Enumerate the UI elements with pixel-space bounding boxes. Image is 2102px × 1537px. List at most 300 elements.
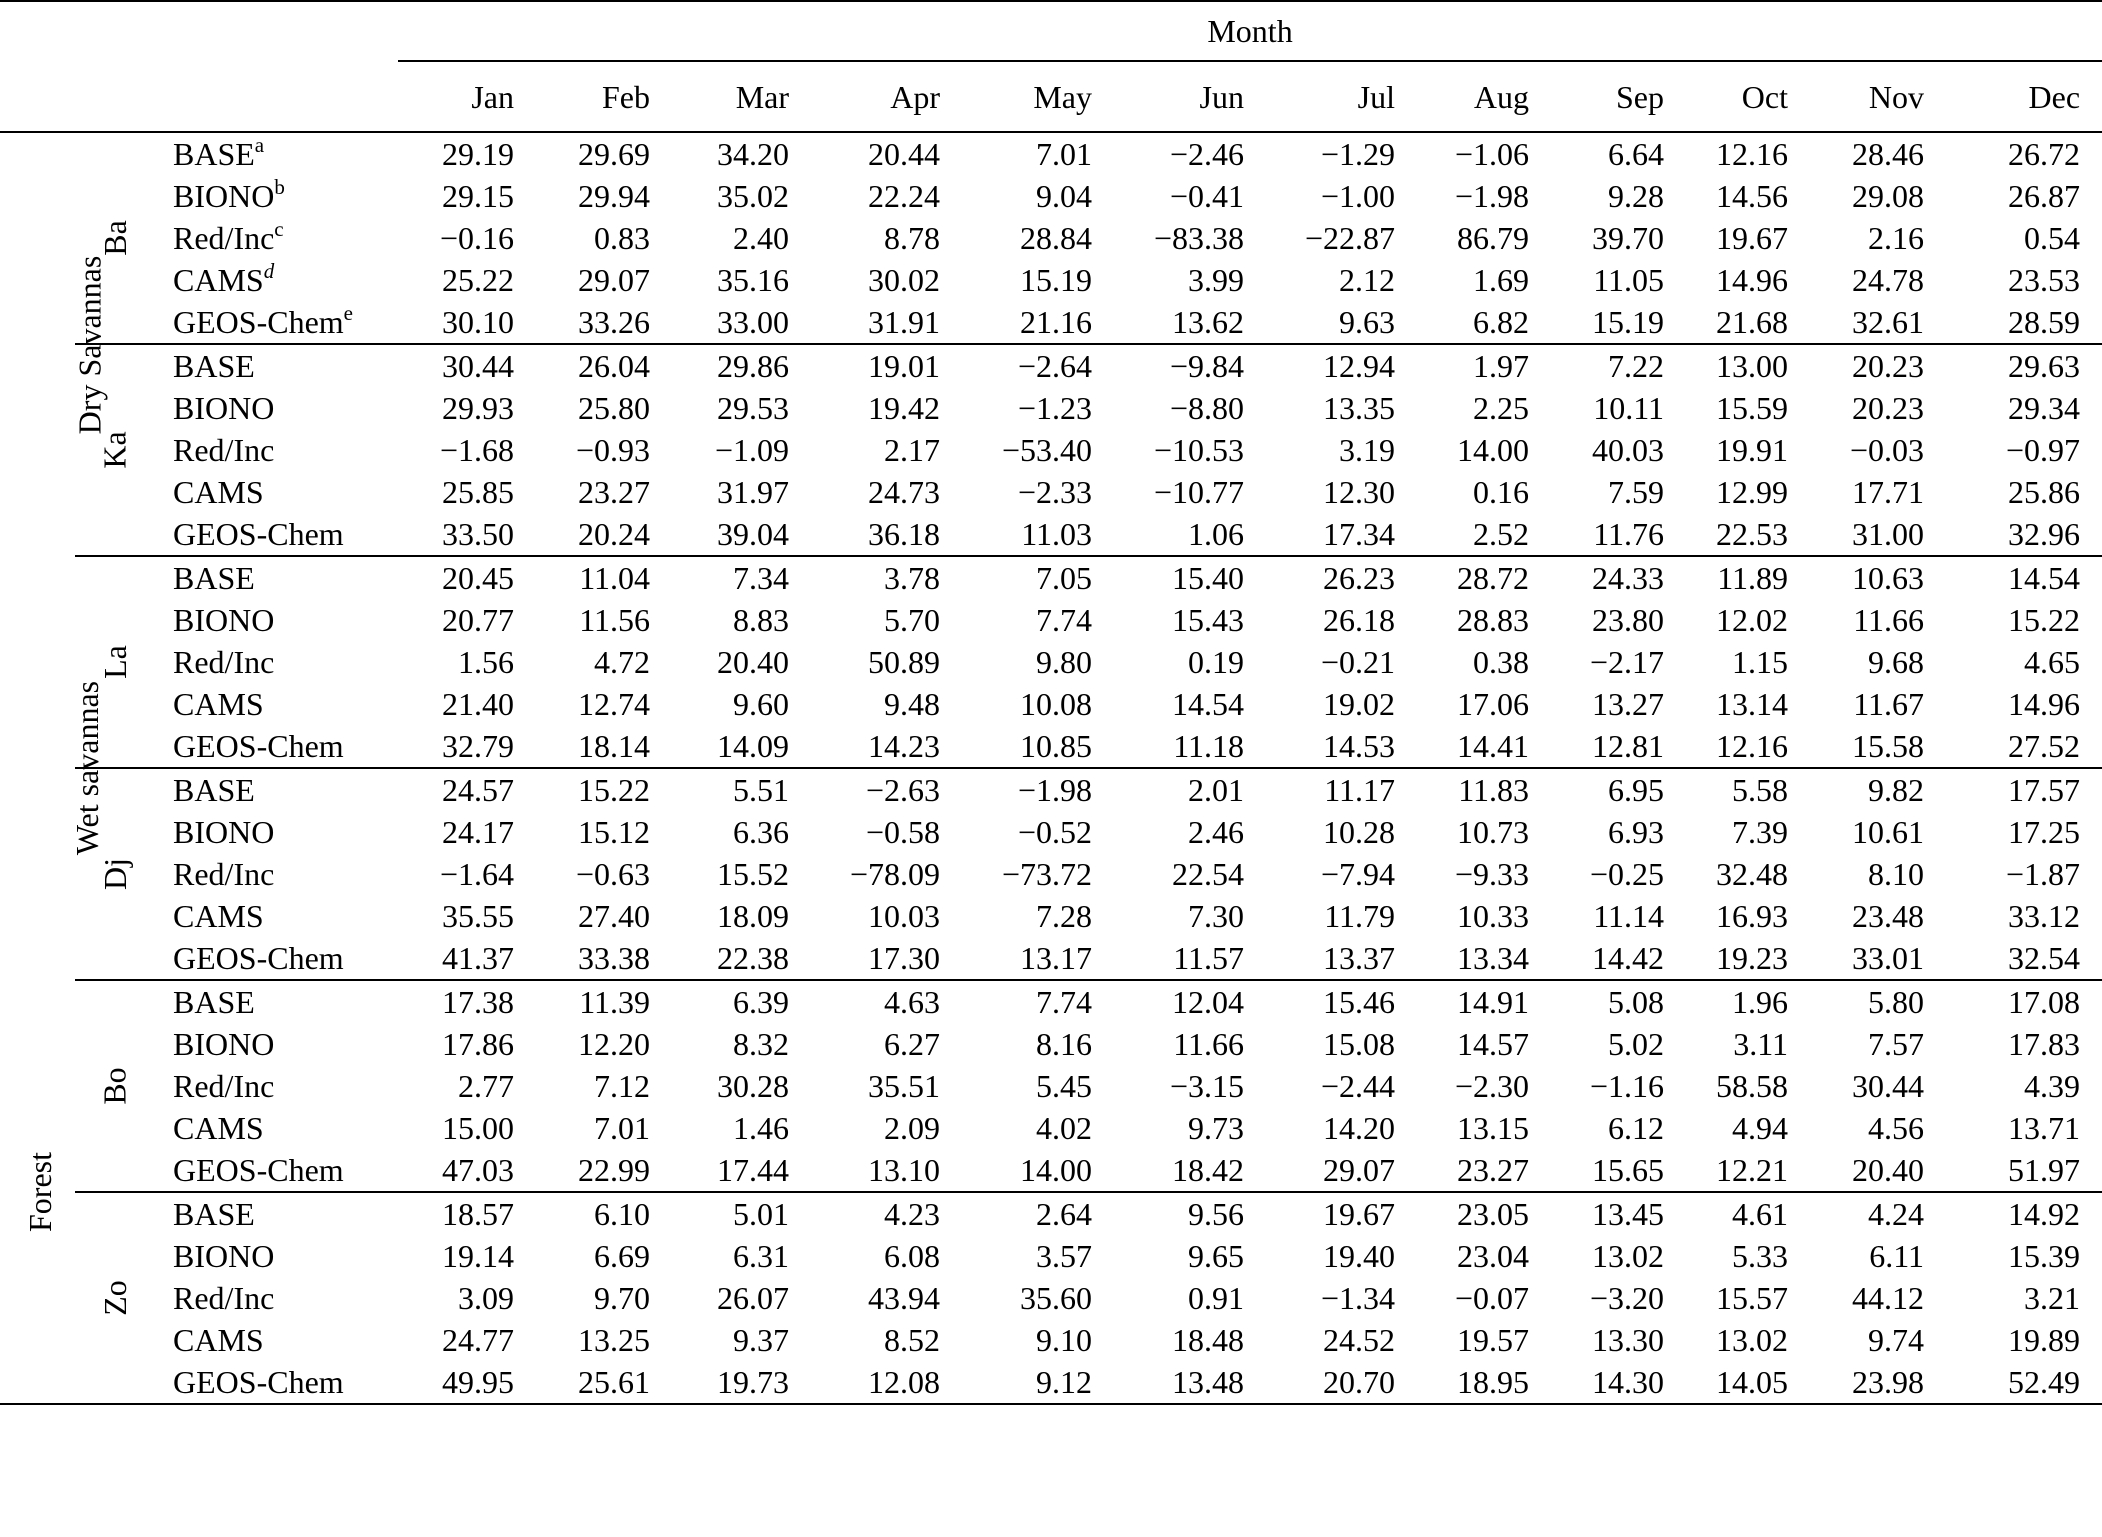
value-cell: 14.96 — [2008, 686, 2081, 722]
value-cell: 4.02 — [1036, 1110, 1092, 1146]
group-label-cell — [0, 556, 106, 980]
value-cell: −83.38 — [1153, 220, 1244, 256]
value-cell: 7.01 — [594, 1110, 650, 1146]
value-cell: 23.98 — [1810, 1361, 1946, 1404]
value-cell: 13.15 — [1457, 1110, 1529, 1146]
table-row — [0, 259, 2102, 301]
value-cell: 7.01 — [1036, 136, 1092, 172]
value-cell: 3.21 — [2024, 1280, 2081, 1316]
value-cell: 30.02 — [868, 262, 940, 298]
value-cell: 11.89 — [1717, 560, 1788, 596]
value-cell: 4.94 — [1732, 1110, 1788, 1146]
value-cell: 7.28 — [1036, 898, 1092, 934]
value-cell: 86.79 — [1457, 220, 1529, 256]
value-cell: 13.00 — [1716, 348, 1788, 384]
table-row — [0, 683, 2102, 725]
value-cell: 12.08 — [811, 1361, 962, 1404]
table-row — [0, 937, 2102, 980]
value-cell: 6.36 — [733, 814, 789, 850]
value-cell: 17.83 — [2008, 1026, 2081, 1062]
value-cell: 26.18 — [1323, 602, 1395, 638]
value-cell: 12.94 — [1323, 348, 1395, 384]
row-label — [154, 1361, 398, 1404]
value-cell: −0.97 — [2005, 432, 2081, 468]
value-cell: 10.03 — [868, 898, 940, 934]
row-label-text: BIONO — [173, 814, 275, 850]
value-cell: 19.57 — [1457, 1322, 1529, 1358]
value-cell: 15.00 — [442, 1110, 514, 1146]
value-cell: 14.57 — [1457, 1026, 1529, 1062]
value-cell: 5.33 — [1732, 1238, 1788, 1274]
site-label: La — [96, 645, 133, 679]
value-cell: 2.12 — [1339, 262, 1395, 298]
value-cell: 29.07 — [578, 262, 650, 298]
value-cell: 13.37 — [1266, 937, 1417, 980]
value-cell: 5.08 — [1608, 984, 1664, 1020]
value-cell: 26.23 — [1323, 560, 1395, 596]
value-cell: −0.07 — [1454, 1280, 1529, 1316]
value-cell: 29.08 — [1852, 178, 1924, 214]
row-label-text: CAMS — [173, 1322, 264, 1358]
value-cell: 25.22 — [442, 262, 514, 298]
value-cell: 29.53 — [717, 390, 789, 426]
value-cell: 11.03 — [962, 513, 1114, 556]
value-cell: 15.43 — [1172, 602, 1244, 638]
value-cell: −3.20 — [1589, 1280, 1664, 1316]
value-cell: 29.15 — [442, 178, 514, 214]
value-cell: −1.29 — [1320, 136, 1395, 172]
value-cell: 10.33 — [1457, 898, 1529, 934]
group-label: Wet savannas — [69, 680, 106, 856]
value-cell: 10.28 — [1323, 814, 1395, 850]
site-label-cell — [75, 1192, 154, 1404]
site-label: Ka — [96, 431, 133, 469]
value-cell: 1.96 — [1732, 984, 1788, 1020]
row-label — [154, 175, 398, 217]
value-cell: 26.87 — [2008, 178, 2081, 214]
value-cell: −78.09 — [849, 856, 940, 892]
month-header-oct: Oct — [1686, 61, 1810, 132]
value-cell: 23.27 — [1417, 1149, 1551, 1192]
month-header-jul: Jul — [1266, 61, 1417, 132]
value-cell: −2.17 — [1589, 644, 1664, 680]
table-row — [0, 895, 2102, 937]
value-cell: 7.59 — [1608, 474, 1664, 510]
value-cell: −73.72 — [1001, 856, 1092, 892]
site-label: Bo — [96, 1067, 133, 1105]
value-cell: 19.91 — [1716, 432, 1788, 468]
row-label-text: BASE — [173, 136, 255, 172]
value-cell: 19.40 — [1323, 1238, 1395, 1274]
value-cell: 43.94 — [868, 1280, 940, 1316]
value-cell: 11.83 — [1458, 772, 1529, 808]
row-label — [154, 895, 398, 937]
table-row — [0, 387, 2102, 429]
value-cell: 19.73 — [672, 1361, 811, 1404]
value-cell: 12.21 — [1686, 1149, 1810, 1192]
value-cell: 12.02 — [1716, 602, 1788, 638]
row-label — [154, 217, 398, 259]
value-cell: 19.67 — [1323, 1196, 1395, 1232]
site-label: Zo — [96, 1280, 133, 1316]
value-cell: 17.25 — [2008, 814, 2081, 850]
row-label-text: BASE — [173, 348, 255, 384]
table-row — [0, 217, 2102, 259]
value-cell: 23.48 — [1852, 898, 1924, 934]
value-cell: 32.54 — [1946, 937, 2102, 980]
value-cell: 19.89 — [2008, 1322, 2081, 1358]
value-cell: 12.81 — [1551, 725, 1686, 768]
table-row — [0, 1107, 2102, 1149]
row-label — [154, 1235, 398, 1277]
value-cell: 2.09 — [884, 1110, 940, 1146]
row-label — [154, 725, 398, 768]
value-cell: 24.78 — [1852, 262, 1924, 298]
value-cell: 14.96 — [1716, 262, 1788, 298]
value-cell: 35.02 — [717, 178, 789, 214]
value-cell: −0.21 — [1320, 644, 1395, 680]
value-cell: −1.23 — [1017, 390, 1092, 426]
value-cell: −0.58 — [865, 814, 940, 850]
value-cell: 19.67 — [1716, 220, 1788, 256]
value-cell: 26.72 — [2008, 136, 2081, 172]
value-cell: 17.86 — [442, 1026, 514, 1062]
value-cell: 24.33 — [1592, 560, 1664, 596]
row-label — [154, 1277, 398, 1319]
value-cell: 6.31 — [733, 1238, 789, 1274]
value-cell: −9.84 — [1169, 348, 1244, 384]
value-cell: 47.03 — [398, 1149, 536, 1192]
value-cell: 15.58 — [1810, 725, 1946, 768]
value-cell: 0.16 — [1473, 474, 1529, 510]
value-cell: 12.99 — [1716, 474, 1788, 510]
value-cell: 18.57 — [442, 1196, 514, 1232]
value-cell: 24.73 — [868, 474, 940, 510]
value-cell: 4.63 — [884, 984, 940, 1020]
value-cell: 33.00 — [672, 301, 811, 344]
row-label-text: CAMS — [173, 474, 264, 510]
value-cell: 20.24 — [536, 513, 672, 556]
value-cell: −1.16 — [1589, 1068, 1664, 1104]
table-row — [0, 175, 2102, 217]
value-cell: 19.14 — [442, 1238, 514, 1274]
value-cell: 28.59 — [1946, 301, 2102, 344]
value-cell: 25.61 — [536, 1361, 672, 1404]
value-cell: 12.16 — [1716, 136, 1788, 172]
value-cell: 9.65 — [1188, 1238, 1244, 1274]
month-header-row — [0, 61, 2102, 132]
value-cell: 4.24 — [1868, 1196, 1924, 1232]
value-cell: 24.17 — [442, 814, 514, 850]
value-cell: 7.30 — [1188, 898, 1244, 934]
row-label — [154, 811, 398, 853]
value-cell: 1.69 — [1473, 262, 1529, 298]
row-label-text: BIONO — [173, 1238, 275, 1274]
value-cell: −1.06 — [1454, 136, 1529, 172]
value-cell: 9.48 — [884, 686, 940, 722]
value-cell: 20.40 — [1810, 1149, 1946, 1192]
header-group-row — [0, 1, 2102, 61]
value-cell: 9.12 — [962, 1361, 1114, 1404]
value-cell: −0.41 — [1169, 178, 1244, 214]
month-header-jun: Jun — [1114, 61, 1266, 132]
value-cell: 27.40 — [578, 898, 650, 934]
value-cell: −1.00 — [1320, 178, 1395, 214]
value-cell: −1.64 — [439, 856, 514, 892]
value-cell: 11.04 — [579, 560, 650, 596]
value-cell: −0.93 — [575, 432, 650, 468]
row-label — [154, 1319, 398, 1361]
value-cell: 10.61 — [1852, 814, 1924, 850]
value-cell: 25.85 — [442, 474, 514, 510]
row-label — [154, 599, 398, 641]
value-cell: 32.48 — [1716, 856, 1788, 892]
value-cell: 26.07 — [717, 1280, 789, 1316]
value-cell: 21.68 — [1686, 301, 1810, 344]
value-cell: 20.45 — [442, 560, 514, 596]
value-cell: 7.34 — [733, 560, 789, 596]
value-cell: 2.77 — [458, 1068, 514, 1104]
value-cell: 8.52 — [884, 1322, 940, 1358]
value-cell: 6.39 — [733, 984, 789, 1020]
value-cell: −2.46 — [1169, 136, 1244, 172]
value-cell: 12.04 — [1172, 984, 1244, 1020]
row-label-text: CAMS — [173, 686, 264, 722]
value-cell: 35.16 — [717, 262, 789, 298]
value-cell: 14.00 — [962, 1149, 1114, 1192]
value-cell: 33.12 — [2008, 898, 2081, 934]
value-cell: 20.40 — [717, 644, 789, 680]
value-cell: 17.30 — [811, 937, 962, 980]
value-cell: 13.10 — [811, 1149, 962, 1192]
value-cell: 17.38 — [442, 984, 514, 1020]
value-cell: 17.71 — [1852, 474, 1924, 510]
value-cell: 9.73 — [1188, 1110, 1244, 1146]
value-cell: −1.09 — [714, 432, 789, 468]
value-cell: −1.87 — [2005, 856, 2081, 892]
table-row — [0, 1319, 2102, 1361]
value-cell: 30.44 — [442, 348, 514, 384]
month-header-may: May — [962, 61, 1114, 132]
value-cell: 13.34 — [1417, 937, 1551, 980]
value-cell: 20.23 — [1852, 390, 1924, 426]
value-cell: 29.94 — [578, 178, 650, 214]
month-header-feb: Feb — [536, 61, 672, 132]
value-cell: 6.12 — [1608, 1110, 1664, 1146]
value-cell: 12.20 — [578, 1026, 650, 1062]
value-cell: 5.45 — [1036, 1068, 1092, 1104]
value-cell: −2.33 — [1017, 474, 1092, 510]
value-cell: 14.23 — [811, 725, 962, 768]
footnote-marker: c — [274, 217, 284, 241]
value-cell: 15.08 — [1323, 1026, 1395, 1062]
value-cell: 11.67 — [1853, 686, 1924, 722]
value-cell: 2.52 — [1417, 513, 1551, 556]
value-cell: 28.83 — [1457, 602, 1529, 638]
value-cell: 31.91 — [811, 301, 962, 344]
value-cell: 14.54 — [1172, 686, 1244, 722]
value-cell: 14.54 — [2008, 560, 2081, 596]
value-cell: −1.34 — [1320, 1280, 1395, 1316]
table-row — [0, 1235, 2102, 1277]
row-label-text: GEOS-Chem — [173, 1364, 344, 1400]
value-cell: 5.70 — [884, 602, 940, 638]
value-cell: 8.78 — [884, 220, 940, 256]
row-label — [154, 429, 398, 471]
value-cell: 30.44 — [1852, 1068, 1924, 1104]
row-label — [154, 853, 398, 895]
value-cell: 3.19 — [1339, 432, 1395, 468]
value-cell: −0.52 — [1017, 814, 1092, 850]
value-cell: 4.56 — [1868, 1110, 1924, 1146]
value-cell: 27.52 — [1946, 725, 2102, 768]
value-cell: 15.39 — [2008, 1238, 2081, 1274]
site-label: Dj — [96, 858, 133, 890]
row-label-text: BIONO — [173, 1026, 275, 1062]
table-row — [0, 1361, 2102, 1404]
row-label — [154, 768, 398, 811]
value-cell: 18.09 — [717, 898, 789, 934]
value-cell: 28.46 — [1852, 136, 1924, 172]
value-cell: 21.40 — [442, 686, 514, 722]
value-cell: 15.57 — [1716, 1280, 1788, 1316]
value-cell: 1.46 — [733, 1110, 789, 1146]
row-label — [154, 259, 398, 301]
value-cell: −1.68 — [439, 432, 514, 468]
value-cell: 35.51 — [868, 1068, 940, 1104]
value-cell: 7.05 — [1036, 560, 1092, 596]
row-label — [154, 980, 398, 1023]
group-label-cell — [0, 980, 75, 1404]
value-cell: 4.65 — [2024, 644, 2081, 680]
value-cell: 33.38 — [536, 937, 672, 980]
value-cell: 9.56 — [1188, 1196, 1244, 1232]
value-cell: 7.22 — [1608, 348, 1664, 384]
table-row — [0, 1065, 2102, 1107]
value-cell: 28.84 — [1020, 220, 1092, 256]
table-row — [0, 513, 2102, 556]
row-label-text: CAMS — [173, 1110, 264, 1146]
row-label-text: GEOS-Chem — [173, 940, 344, 976]
value-cell: 4.72 — [594, 644, 650, 680]
value-cell: −10.53 — [1153, 432, 1244, 468]
value-cell: 14.09 — [672, 725, 811, 768]
value-cell: 1.06 — [1114, 513, 1266, 556]
value-cell: 26.04 — [578, 348, 650, 384]
month-header-aug: Aug — [1417, 61, 1551, 132]
table-row — [0, 725, 2102, 768]
value-cell: 32.96 — [1946, 513, 2102, 556]
value-cell: 3.09 — [458, 1280, 514, 1316]
value-cell: −1.98 — [1454, 178, 1529, 214]
value-cell: 29.63 — [2008, 348, 2081, 384]
table-body — [0, 132, 2102, 1404]
value-cell: 11.79 — [1324, 898, 1395, 934]
value-cell: 6.69 — [594, 1238, 650, 1274]
row-label-text: Red/Inc — [173, 1068, 275, 1104]
value-cell: 29.19 — [442, 136, 514, 172]
value-cell: 13.62 — [1114, 301, 1266, 344]
value-cell: 17.08 — [2008, 984, 2081, 1020]
value-cell: 16.93 — [1716, 898, 1788, 934]
value-cell: 4.61 — [1732, 1196, 1788, 1232]
value-cell: 11.17 — [1324, 772, 1395, 808]
table-row — [0, 344, 2102, 387]
month-header-jan: Jan — [398, 61, 536, 132]
value-cell: 35.55 — [442, 898, 514, 934]
value-cell: 7.12 — [594, 1068, 650, 1104]
value-cell: 10.85 — [962, 725, 1114, 768]
value-cell: 41.37 — [398, 937, 536, 980]
value-cell: 14.05 — [1686, 1361, 1810, 1404]
value-cell: 14.91 — [1457, 984, 1529, 1020]
value-cell: 18.95 — [1417, 1361, 1551, 1404]
row-label — [154, 556, 398, 599]
value-cell: 1.97 — [1473, 348, 1529, 384]
value-cell: 29.86 — [717, 348, 789, 384]
value-cell: 0.83 — [594, 220, 650, 256]
value-cell: 14.41 — [1417, 725, 1551, 768]
value-cell: 19.02 — [1323, 686, 1395, 722]
value-cell: 33.26 — [536, 301, 672, 344]
value-cell: 15.19 — [1551, 301, 1686, 344]
site-label: Ba — [96, 220, 133, 256]
row-label — [154, 1023, 398, 1065]
value-cell: 39.70 — [1592, 220, 1664, 256]
value-cell: 15.46 — [1323, 984, 1395, 1020]
table-row — [0, 132, 2102, 175]
row-label-text: Red/Inc — [173, 856, 275, 892]
value-cell: 13.02 — [1592, 1238, 1664, 1274]
footnote-marker: e — [343, 301, 353, 325]
value-cell: 20.77 — [442, 602, 514, 638]
value-cell: 13.71 — [2008, 1110, 2081, 1146]
value-cell: 20.44 — [868, 136, 940, 172]
value-cell: 11.57 — [1114, 937, 1266, 980]
value-cell: 33.50 — [398, 513, 536, 556]
row-label — [154, 641, 398, 683]
value-cell: 9.68 — [1868, 644, 1924, 680]
value-cell: 9.60 — [733, 686, 789, 722]
value-cell: −8.80 — [1169, 390, 1244, 426]
value-cell: 17.44 — [672, 1149, 811, 1192]
row-label-text: CAMS — [173, 262, 264, 298]
value-cell: 13.45 — [1592, 1196, 1664, 1232]
row-label-text: GEOS-Chem — [173, 304, 344, 340]
month-header-sep: Sep — [1551, 61, 1686, 132]
value-cell: 0.38 — [1473, 644, 1529, 680]
table-row — [0, 641, 2102, 683]
value-cell: 10.63 — [1852, 560, 1924, 596]
value-cell: 9.28 — [1608, 178, 1664, 214]
value-cell: 31.00 — [1810, 513, 1946, 556]
value-cell: 5.01 — [733, 1196, 789, 1232]
value-cell: 6.93 — [1608, 814, 1664, 850]
value-cell: 23.27 — [578, 474, 650, 510]
value-cell: 5.51 — [733, 772, 789, 808]
value-cell: 7.57 — [1868, 1026, 1924, 1062]
value-cell: 15.59 — [1716, 390, 1788, 426]
row-label-text: GEOS-Chem — [173, 1152, 344, 1188]
value-cell: 58.58 — [1716, 1068, 1788, 1104]
table-row — [0, 301, 2102, 344]
row-label-text: BASE — [173, 984, 255, 1020]
value-cell: 29.93 — [442, 390, 514, 426]
value-cell: 14.56 — [1716, 178, 1788, 214]
value-cell: 5.58 — [1732, 772, 1788, 808]
row-label — [154, 471, 398, 513]
row-label — [154, 132, 398, 175]
